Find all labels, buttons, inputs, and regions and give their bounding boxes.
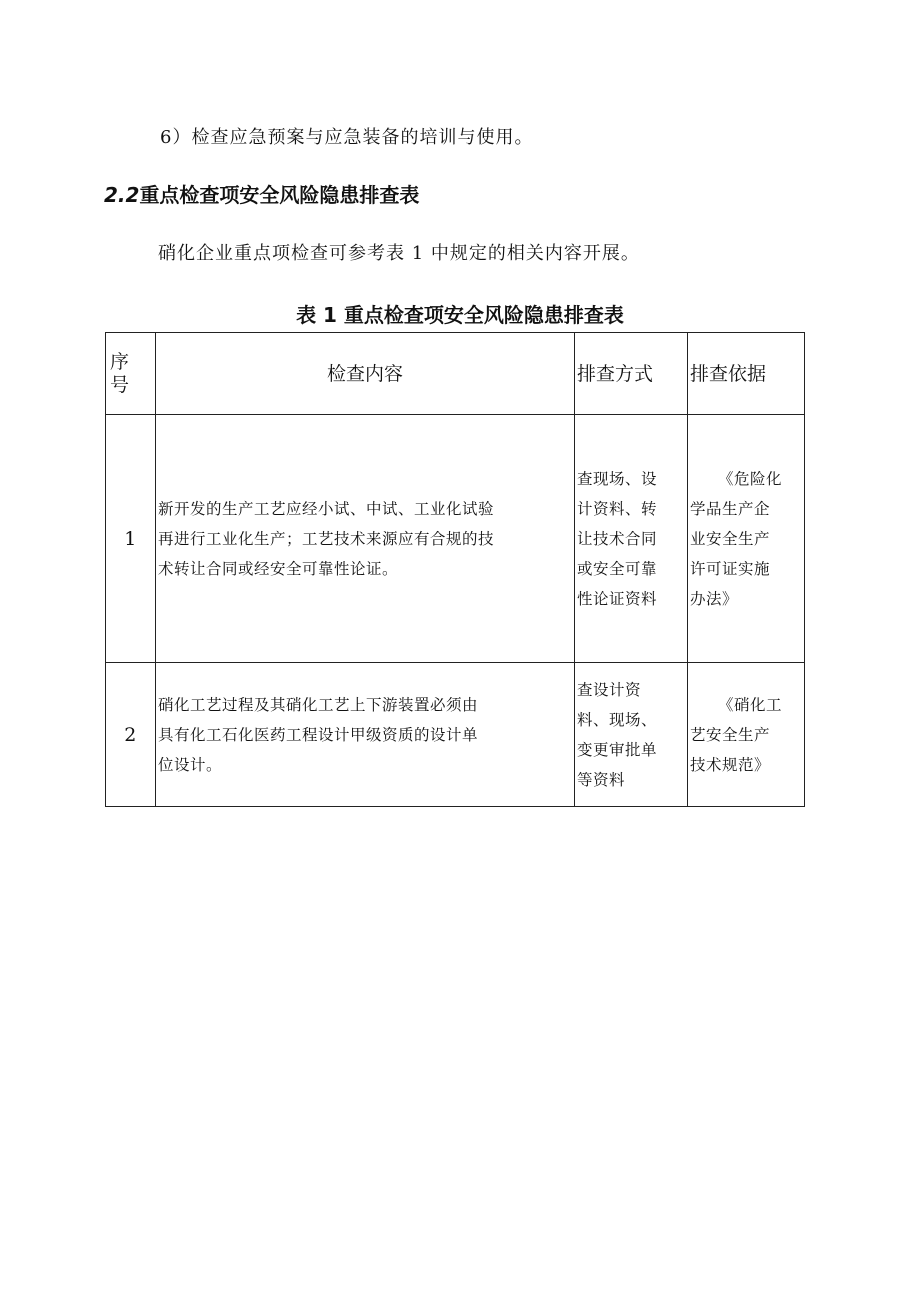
section-number: 2.2 (104, 183, 140, 207)
content-line: 术转让合同或经安全可靠性论证。 (158, 559, 399, 578)
header-seq-line1: 序 (110, 350, 130, 373)
table-row (106, 415, 805, 663)
basis-line: 《危险化 (718, 469, 783, 488)
row-content (156, 663, 575, 807)
content-line: 具有化工石化医药工程设计甲级资质的设计单 (158, 725, 479, 744)
method-line: 或安全可靠 (577, 559, 658, 578)
basis-line: 学品生产企 (690, 499, 771, 518)
header-content: 检查内容 (156, 333, 575, 415)
risk-check-table (105, 332, 805, 807)
method-line: 计资料、转 (577, 499, 658, 518)
section-heading (104, 182, 419, 208)
content-line: 位设计。 (158, 755, 223, 774)
method-line: 性论证资料 (577, 589, 658, 608)
method-line: 料、现场、 (577, 710, 658, 729)
row-basis (688, 663, 805, 807)
table-header-row (106, 333, 805, 415)
row-seq: 1 (106, 415, 156, 663)
row-seq: 2 (106, 663, 156, 807)
intro-item: 6）检查应急预案与应急装备的培训与使用。 (160, 127, 534, 148)
section-title: 重点检查项安全风险隐患排查表 (139, 183, 420, 207)
basis-line: 业安全生产 (690, 529, 771, 548)
method-line: 变更审批单 (577, 740, 658, 759)
table-caption: 表 1 重点检查项安全风险隐患排查表 (296, 303, 624, 327)
basis-line: 《硝化工 (718, 695, 783, 714)
intro-paragraph: 硝化企业重点项检查可参考表 1 中规定的相关内容开展。 (158, 243, 640, 264)
header-seq-line2: 号 (110, 373, 130, 396)
row-content (156, 415, 575, 663)
row-method (575, 663, 688, 807)
content-line: 再进行工业化生产；工艺技术来源应有合规的技 (158, 529, 495, 548)
content-line: 新开发的生产工艺应经小试、中试、工业化试验 (158, 499, 495, 518)
basis-line: 技术规范》 (690, 755, 771, 774)
table-row (106, 663, 805, 807)
method-line: 等资料 (577, 770, 626, 789)
row-basis (688, 415, 805, 663)
content-line: 硝化工艺过程及其硝化工艺上下游装置必须由 (158, 695, 479, 714)
header-basis: 排查依据 (688, 333, 805, 415)
header-method: 排查方式 (575, 333, 688, 415)
row-method (575, 415, 688, 663)
method-line: 查设计资 (577, 680, 642, 699)
method-line: 让技术合同 (577, 529, 658, 548)
method-line: 查现场、设 (577, 469, 658, 488)
basis-line: 许可证实施 (690, 559, 771, 578)
header-seq (106, 333, 156, 415)
basis-line: 办法》 (690, 589, 739, 608)
basis-line: 艺安全生产 (690, 725, 771, 744)
